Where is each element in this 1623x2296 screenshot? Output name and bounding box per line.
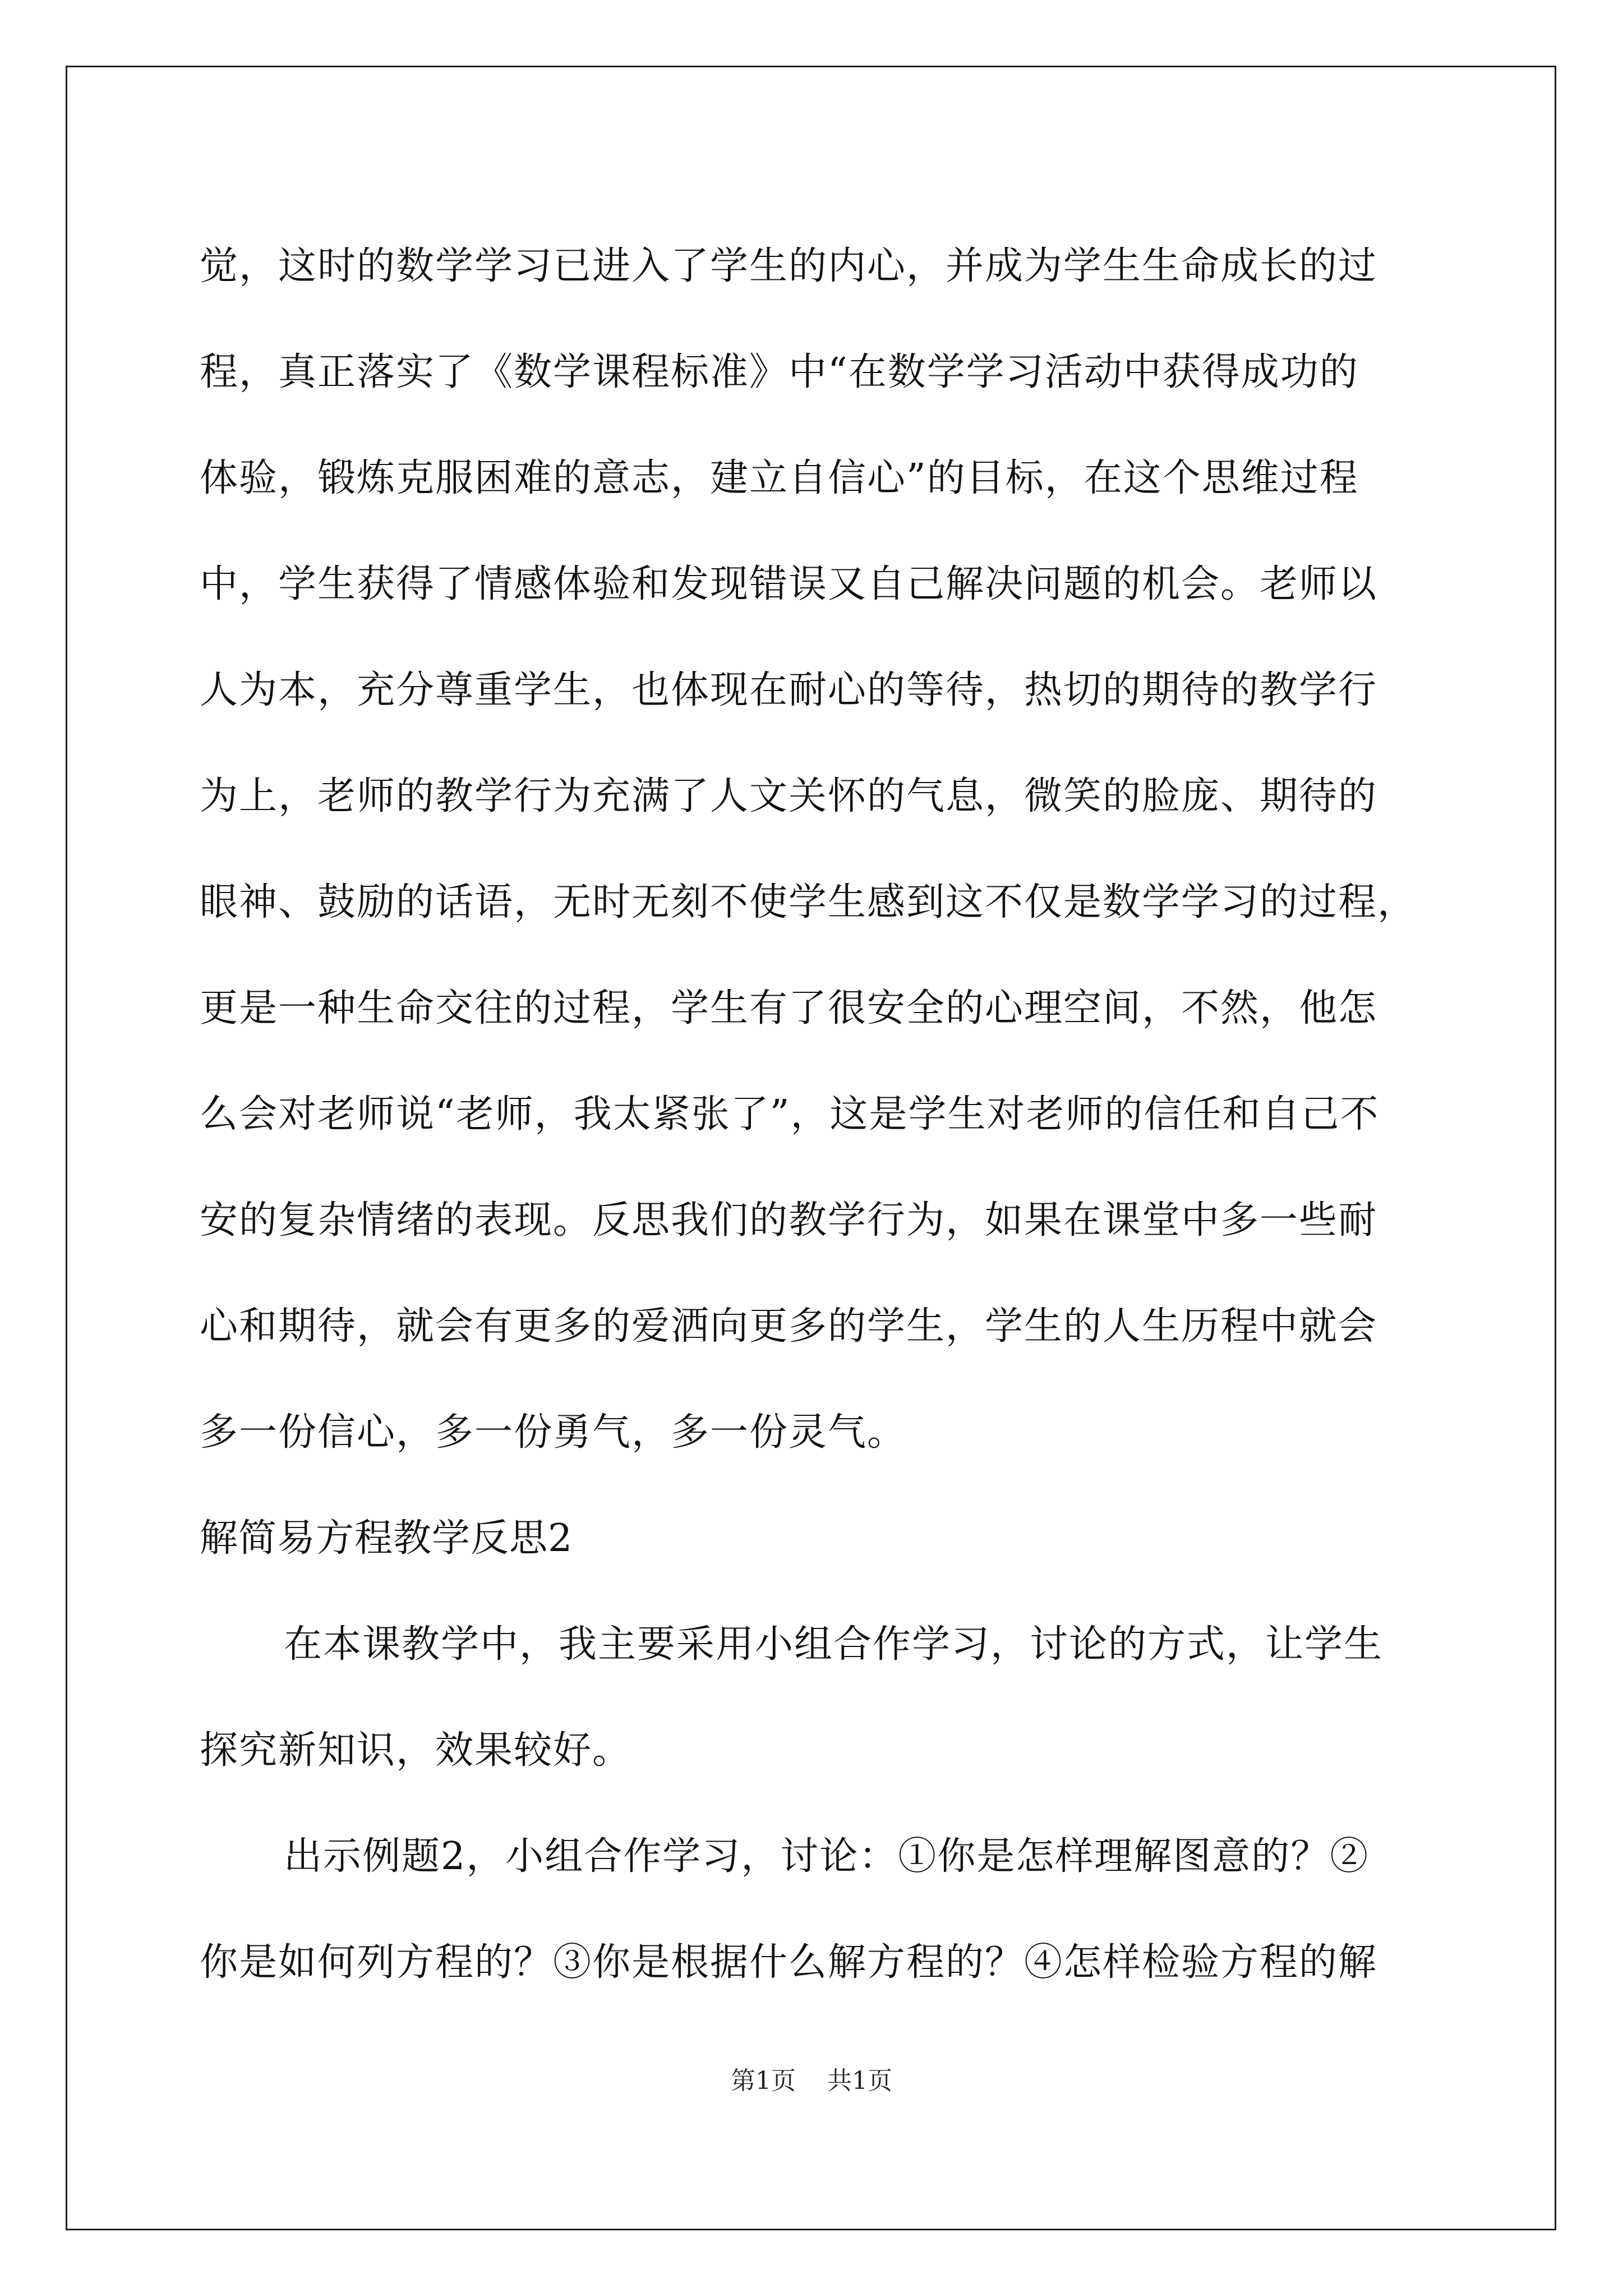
text-line: 你是如何列方程的？③你是根据什么解方程的？④怎样检验方程的解 <box>200 1940 1378 1985</box>
text-line: 在本课教学中，我主要采用小组合作学习，讨论的方式，让学生 <box>284 1622 1384 1667</box>
paragraph <box>200 213 1433 1485</box>
page-total: 共1页 <box>827 2067 892 2095</box>
text-line: 人为本，充分尊重学生，也体现在耐心的等待，热切的期待的教学行 <box>200 668 1378 712</box>
text-line: 么会对老师说“老师，我太紧张了”，这是学生对老师的信任和自己不 <box>200 1092 1380 1137</box>
text-line: 中，学生获得了情感体验和发现错误又自己解决问题的机会。老师以 <box>200 562 1378 606</box>
text-line: 出示例题2，小组合作学习，讨论：①你是怎样理解图意的？② <box>284 1834 1370 1879</box>
document-body <box>200 213 1433 2016</box>
text-line: 程，真正落实了《数学课程标准》中“在数学学习活动中获得成功的 <box>200 350 1359 394</box>
text-line: 为上，老师的教学行为充满了人文关怀的气息，微笑的脸庞、期待的 <box>200 774 1378 818</box>
text-line: 多一份信心，多一份勇气，多一份灵气。 <box>200 1410 907 1455</box>
text-line: 眼神、鼓励的话语，无时无刻不使学生感到这不仅是数学学习的过程， <box>200 880 1417 924</box>
text-line: 安的复杂情绪的表现。反思我们的教学行为，如果在课堂中多一些耐 <box>200 1198 1378 1243</box>
text-line: 探究新知识，效果较好。 <box>200 1728 632 1773</box>
page-footer <box>0 2064 1623 2098</box>
text-line: 更是一种生命交往的过程，学生有了很安全的心理空间，不然，他怎 <box>200 986 1378 1030</box>
text-line: 体验，锻炼克服困难的意志，建立自信心”的目标，在这个思维过程 <box>200 456 1359 500</box>
text-line: 心和期待，就会有更多的爱洒向更多的学生，学生的人生历程中就会 <box>200 1304 1378 1349</box>
section-title: 解简易方程教学反思2 <box>200 1516 573 1561</box>
page-number: 第1页 <box>731 2067 796 2095</box>
paragraph <box>200 1803 1433 2016</box>
text-line: 觉，这时的数学学习已进入了学生的内心，并成为学生生命成长的过 <box>200 244 1378 288</box>
paragraph <box>200 1591 1433 1803</box>
